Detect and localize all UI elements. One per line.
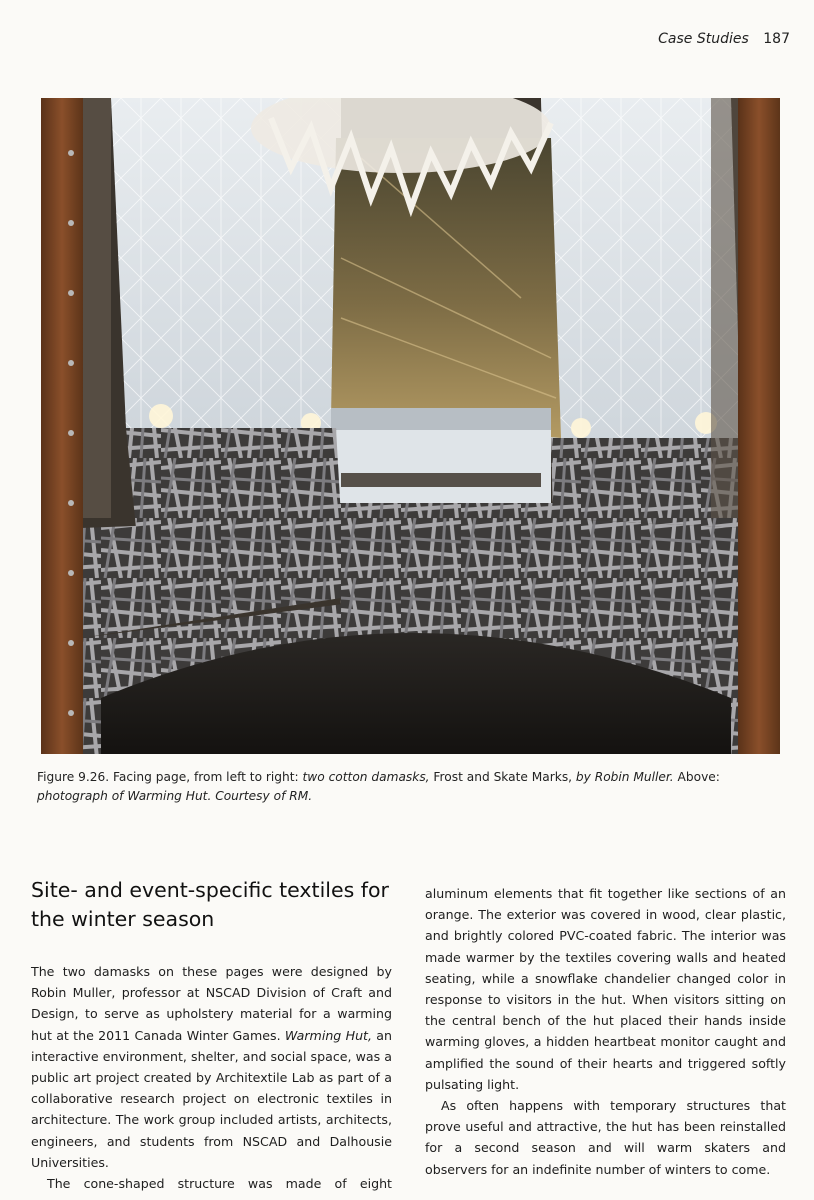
caption-text-1: Facing page, from left to right:: [109, 770, 303, 784]
paragraph-2-start: The cone-shaped structure was made of eight: [47, 1176, 392, 1192]
warming-hut-interior-photo: [41, 98, 780, 754]
paragraph-1: [31, 961, 392, 1173]
paragraph-2-continued: aluminum elements that fit together like sections of an orange. The exterior was covered in wood, clear plastic, and brightly colored PVC-coated fabric. The interior was made warmer by the textiles covering walls and heated seating, while a snowflake chandelier changed color in response to visitors in the hut. When visitors sitting on the central bench of the hut placed their hands inside warming gloves, a hidden heartbeat monitor caught and amplified the sound of their hearts and triggered softly pulsating light.: [425, 886, 786, 1092]
column-right: [425, 883, 786, 1180]
running-head: [658, 31, 790, 47]
caption-italic-2: by Robin Muller.: [575, 770, 674, 784]
page-number: 187: [763, 31, 790, 47]
caption-label: Figure 9.26.: [37, 770, 110, 784]
caption-text-3: Above:: [673, 770, 720, 784]
caption-italic-3: photograph of Warming Hut. Courtesy of RM.: [37, 789, 313, 803]
paragraph-1-italic: Warming Hut,: [284, 1027, 372, 1043]
column-left: [31, 961, 392, 1194]
figure-caption: [37, 768, 757, 806]
paragraph-1-a: The two damasks on these pages were designed by Robin Muller, professor at NSCAD Division of Craft and Design, to serve as upholstery material for a warming hut at the 2011 Canada Winter Games.: [31, 964, 392, 1043]
paragraph-3: As often happens with temporary structures that prove useful and attractive, the hut has been reinstalled for a second season and will warm skaters and observers for an indefinite number of winters to come.: [425, 1098, 786, 1177]
caption-text-2: Frost and Skate Marks,: [429, 770, 576, 784]
caption-italic-1: two cotton damasks,: [302, 770, 430, 784]
section-heading: Site- and event-specific textiles for the winter season: [31, 878, 389, 931]
running-head-section: Case Studies: [658, 31, 749, 47]
paragraph-1-b: an interactive environment, shelter, and social space, was a public art project created by Architextile Lab as part of a collaborative research project on electronic textiles in architecture. The work group included artists, architects, engineers, and students from NSCAD and Dalhousie Universities.: [31, 1027, 393, 1170]
